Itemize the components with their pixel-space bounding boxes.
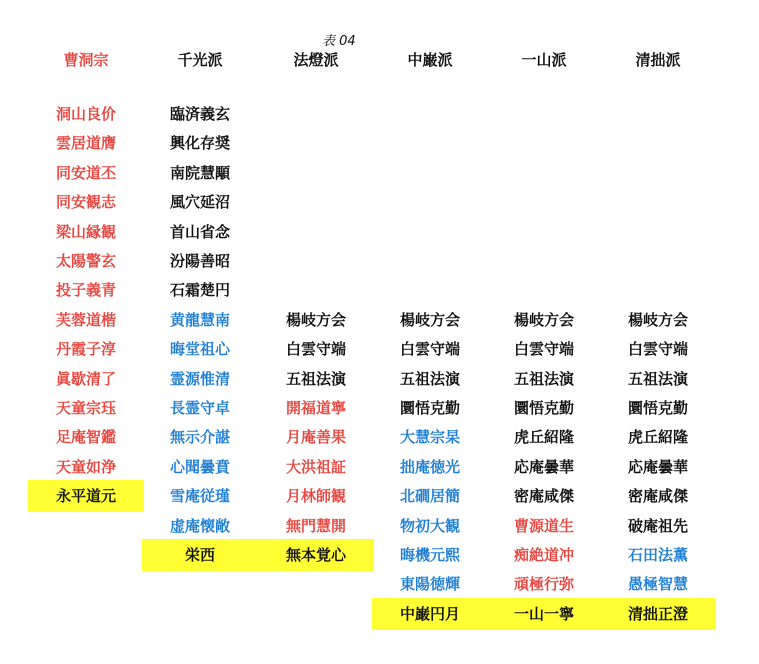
- lineage-name-cell: 密庵咸傑: [513, 487, 574, 506]
- lineage-name-cell: 月庵善果: [285, 428, 346, 447]
- lineage-name-cell: 虚庵懐敞: [169, 516, 230, 535]
- lineage-name-cell: 大慧宗杲: [399, 428, 460, 447]
- lineage-name-cell: 拙庵徳光: [399, 457, 460, 476]
- table-title: 表 04: [322, 34, 356, 49]
- lineage-name-cell: 丹霞子淳: [55, 340, 116, 359]
- lineage-name-cell: 圜悟克勤: [627, 399, 688, 417]
- lineage-name-cell: 投子義青: [55, 281, 116, 300]
- column-header: 千光派: [177, 51, 223, 69]
- lineage-name-cell: 五祖法演: [399, 369, 460, 388]
- lineage-name-cell: 天童如浄: [55, 457, 116, 476]
- lineage-name-cell: 破庵祖先: [627, 516, 688, 535]
- lineage-name-cell: 五祖法演: [627, 369, 688, 388]
- lineage-name-cell: 密庵咸傑: [627, 487, 688, 506]
- lineage-name-cell: 楊岐方会: [285, 310, 346, 329]
- lineage-name-cell: 虎丘紹隆: [627, 428, 688, 447]
- lineage-name-cell: 首山省念: [169, 222, 230, 241]
- lineage-name-cell: 晦堂祖心: [169, 340, 230, 359]
- founder-name-cell: 無本覚心: [285, 546, 346, 564]
- lineage-name-cell: 天童宗珏: [55, 399, 116, 417]
- lineage-name-cell: 足庵智鑑: [55, 428, 116, 447]
- lineage-name-cell: 圜悟克勤: [399, 399, 460, 417]
- lineage-name-cell: 応庵曇華: [513, 457, 574, 476]
- lineage-name-cell: 興化存奨: [169, 134, 230, 153]
- founder-name-cell: 永平道元: [55, 487, 116, 506]
- lineage-name-cell: 太陽警玄: [55, 252, 116, 270]
- lineage-name-cell: 石霜楚円: [169, 281, 230, 300]
- column-header: 清拙派: [635, 51, 681, 69]
- lineage-name-cell: 白雲守端: [399, 340, 460, 359]
- lineage-name-cell: 雪庵従瑾: [169, 487, 230, 506]
- lineage-name-cell: 雲居道膺: [55, 134, 116, 153]
- lineage-name-cell: 北磵居簡: [399, 487, 460, 506]
- lineage-name-cell: 曹源道生: [513, 516, 574, 535]
- lineage-name-cell: 物初大観: [399, 516, 460, 535]
- lineage-name-cell: 霊源惟清: [169, 369, 230, 388]
- lineage-name-cell: 応庵曇華: [627, 457, 688, 476]
- lineage-name-cell: 汾陽善昭: [169, 252, 230, 270]
- column-header: 一山派: [521, 51, 567, 69]
- lineage-name-cell: 黄龍慧南: [169, 310, 230, 329]
- lineage-name-cell: 南院慧顒: [169, 163, 230, 182]
- founder-name-cell: 中巌円月: [399, 604, 460, 623]
- lineage-name-cell: 大洪祖証: [285, 457, 346, 476]
- lineage-name-cell: 開福道寧: [285, 399, 346, 417]
- lineage-name-cell: 五祖法演: [513, 369, 574, 388]
- column-header: 法燈派: [293, 51, 339, 69]
- lineage-name-cell: 芙蓉道楷: [55, 310, 116, 329]
- lineage-name-cell: 同安道丕: [55, 163, 116, 182]
- lineage-name-cell: 楊岐方会: [627, 310, 688, 329]
- lineage-name-cell: 圜悟克勤: [513, 399, 574, 417]
- lineage-name-cell: 洞山良价: [55, 105, 116, 123]
- founder-name-cell: 清拙正澄: [627, 604, 688, 623]
- lineage-name-cell: 臨済義玄: [169, 105, 230, 123]
- founder-name-cell: 栄西: [184, 546, 215, 564]
- lineage-name-cell: 晦機元熙: [399, 546, 460, 564]
- lineage-name-cell: 白雲守端: [513, 340, 574, 359]
- lineage-name-cell: 風穴延沼: [169, 193, 230, 212]
- lineage-name-cell: 愚極智慧: [627, 575, 688, 594]
- lineage-name-cell: 心聞曇賁: [169, 457, 230, 476]
- lineage-name-cell: 梁山縁観: [55, 222, 116, 241]
- lineage-name-cell: 眞歇清了: [55, 369, 116, 388]
- lineage-name-cell: 東陽徳輝: [399, 575, 460, 594]
- lineage-name-cell: 楊岐方会: [399, 310, 460, 329]
- column-header: 曹洞宗: [63, 51, 109, 69]
- lineage-name-cell: 虎丘紹隆: [513, 428, 574, 447]
- lineage-name-cell: 石田法薫: [627, 546, 688, 564]
- lineage-name-cell: 無門慧開: [285, 516, 346, 535]
- lineage-name-cell: 同安観志: [55, 193, 116, 212]
- lineage-name-cell: 無示介諶: [169, 428, 230, 447]
- column-header: 中巌派: [407, 51, 453, 69]
- lineage-name-cell: 月林師観: [285, 487, 346, 506]
- lineage-name-cell: 白雲守端: [285, 340, 346, 359]
- lineage-name-cell: 痴絶道冲: [513, 546, 574, 564]
- founder-name-cell: 一山一寧: [513, 604, 574, 623]
- lineage-name-cell: 五祖法演: [285, 369, 346, 388]
- lineage-name-cell: 白雲守端: [627, 340, 688, 359]
- lineage-name-cell: 長霊守卓: [169, 399, 230, 417]
- lineage-name-cell: 頑極行弥: [513, 575, 574, 594]
- lineage-name-cell: 楊岐方会: [513, 310, 574, 329]
